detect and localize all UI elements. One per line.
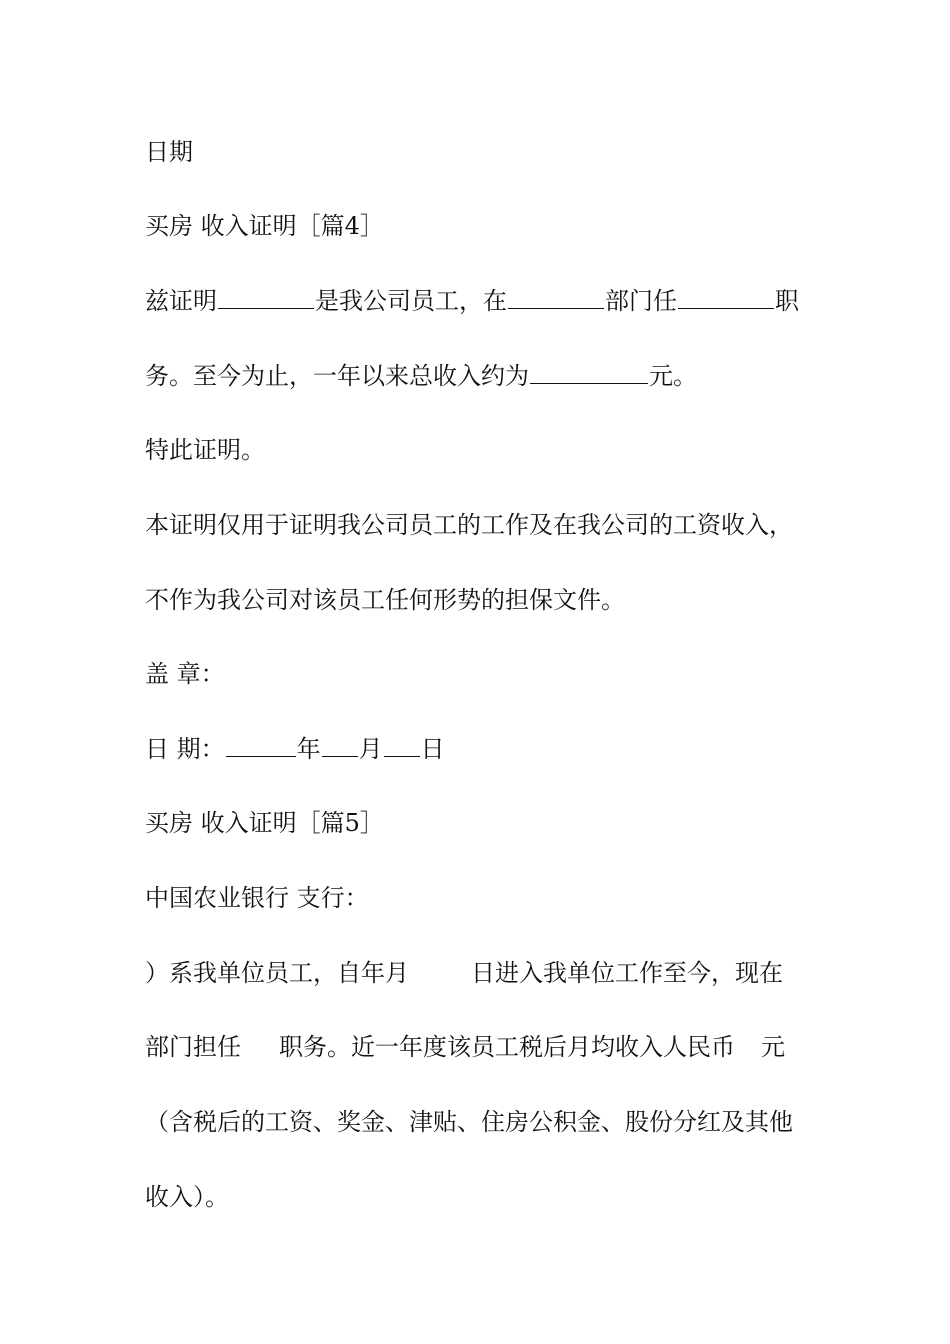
year-blank [226, 734, 296, 757]
addressee: 中国农业银行 支行： [145, 884, 369, 912]
month-label: 月 [358, 735, 383, 763]
day-blank [384, 734, 420, 757]
text-segment: ）系我单位员工，自年月 [145, 959, 409, 987]
seal-label: 盖 章： [145, 660, 225, 688]
note-line-1: 本证明仅用于证明我公司员工的工作及在我公司的工资收入， [145, 511, 793, 539]
section-4-line-1 [145, 286, 825, 316]
text-segment: 职务。近一年度该员工税后月均收入人民币 [279, 1033, 735, 1061]
year-label: 年 [296, 735, 321, 763]
section-5-title: 买房 收入证明［篇5］ [145, 809, 384, 837]
department-blank [508, 286, 604, 309]
income-blank [530, 361, 648, 384]
text-segment: 元。 [649, 362, 697, 390]
text-segment: 兹证明 [145, 287, 217, 315]
month-blank [322, 734, 358, 757]
section-5-line-1 [145, 958, 825, 988]
section-4-line-2 [145, 361, 825, 391]
date-label: 日 期： [145, 735, 225, 763]
text-segment: 是我公司员工，在 [315, 287, 507, 315]
position-blank [678, 286, 774, 309]
text-segment: 务。至今为止，一年以来总收入约为 [145, 362, 529, 390]
day-label: 日 [420, 735, 445, 763]
section-4-title: 买房 收入证明［篇4］ [145, 212, 384, 240]
text-segment: 日进入我单位工作至今，现在 [471, 959, 783, 987]
date-line [145, 734, 825, 764]
text-segment: 元 [761, 1033, 785, 1061]
text-segment: 职 [775, 287, 799, 315]
note-line-2: 不作为我公司对该员工任何形势的担保文件。 [145, 586, 625, 614]
text-segment: 部门担任 [145, 1033, 241, 1061]
text-segment: 部门任 [605, 287, 677, 315]
name-blank [218, 286, 314, 309]
section-5-line-4: 收入）。 [145, 1183, 229, 1211]
section-5-line-3: （含税后的工资、奖金、津贴、住房公积金、股份分红及其他 [145, 1108, 793, 1136]
certify-text: 特此证明。 [145, 436, 265, 464]
section-5-line-2 [145, 1032, 825, 1062]
date-heading: 日期 [145, 138, 193, 166]
